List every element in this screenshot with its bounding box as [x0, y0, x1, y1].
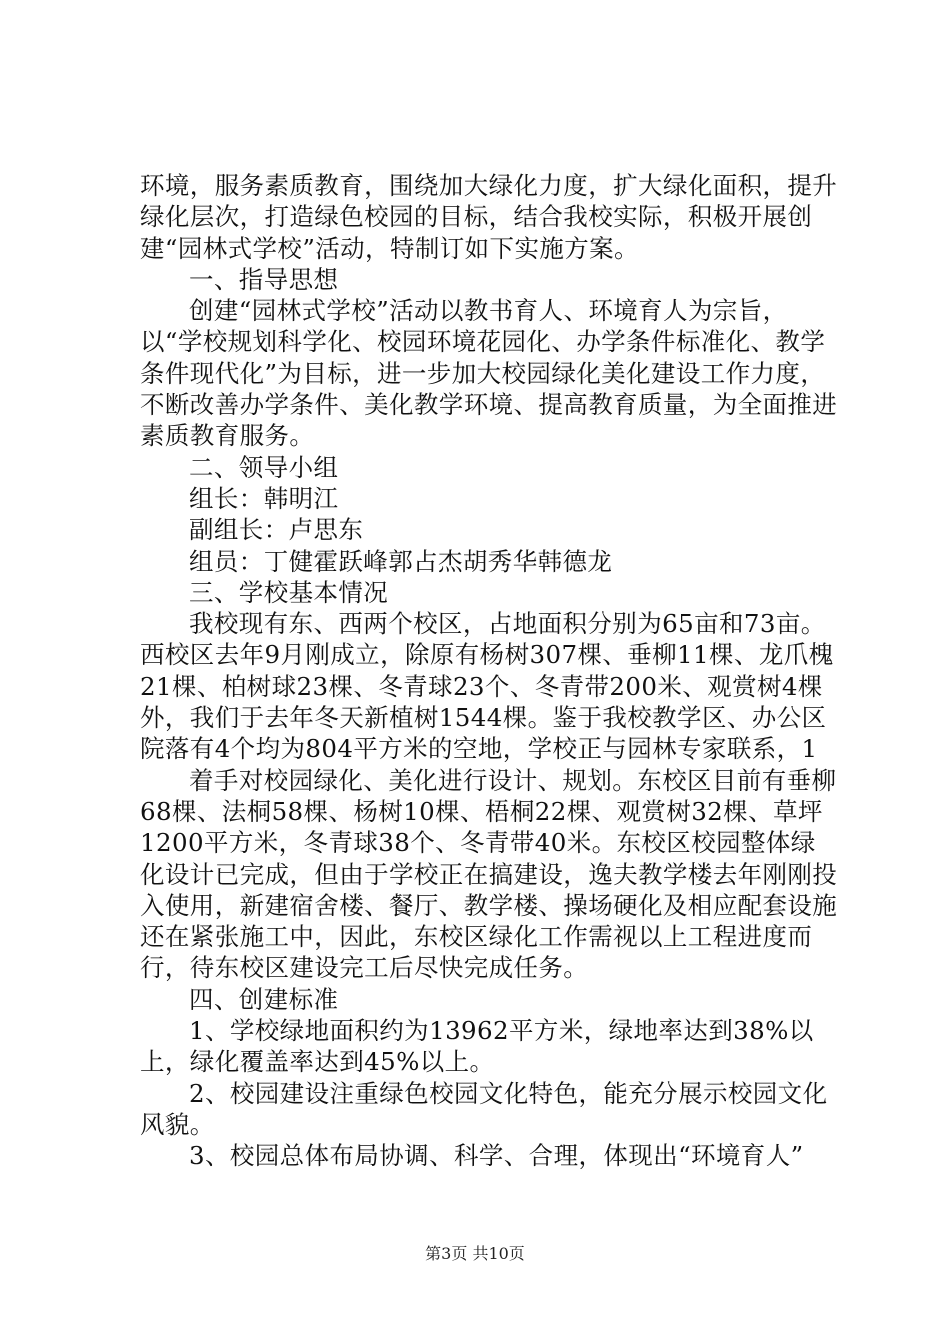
paragraph-guiding-thought: 创建“园林式学校”活动以教书育人、环境育人为宗旨，以“学校规划科学化、校园环境花园化、办学条件标准化、教学条件现代化”为目标，进一步加大校园绿化美化建设工作力度，不断改善办学条件、美化教学环境、提高教育质量，为全面推进素质教育服务。 [140, 296, 838, 451]
paragraph-east-campus: 着手对校园绿化、美化进行设计、规划。东校区目前有垂柳68棵、法桐58棵、杨树10棵、梧桐22棵、观赏树32棵、草坪1200平方米，冬青球38个、冬青带40米。东校区校园整体绿化设计已完成，但由于学校正在搞建设，逸夫教学楼去年刚刚投入使用，新建宿舍楼、餐厅、教学楼、操场硬化及相应配套设施还在紧张施工中，因此，东校区绿化工作需视以上工程进度而行，待东校区建设完工后尽快完成任务。 [140, 765, 838, 983]
heading-leadership-group: 二、领导小组 [189, 452, 339, 482]
document-body [140, 170, 840, 1172]
paragraph-deputy-leader: 副组长：卢思东 [189, 515, 364, 545]
paragraph-intro: 环境，服务素质教育，围绕加大绿化力度，扩大绿化面积，提升绿化层次，打造绿色校园的目标，结合我校实际，积极开展创建“园林式学校”活动，特制订如下实施方案。 [140, 171, 838, 263]
paragraph-group-leader: 组长：韩明江 [189, 483, 339, 513]
paragraph-standard-1: 1、学校绿地面积约为13962平方米，绿地率达到38%以上，绿化覆盖率达到45%以上。 [140, 1016, 814, 1077]
page-footer: 第3页 共10页 [425, 1244, 525, 1263]
paragraph-standard-3: 3、校园总体布局协调、科学、合理，体现出“环境育人” [189, 1141, 804, 1171]
heading-standards: 四、创建标准 [189, 984, 339, 1014]
heading-school-basics: 三、学校基本情况 [189, 577, 389, 607]
paragraph-group-members: 组员：丁健霍跃峰郭占杰胡秀华韩德龙 [189, 546, 613, 576]
heading-guiding-thought: 一、指导思想 [189, 264, 339, 294]
paragraph-standard-2: 2、校园建设注重绿色校园文化特色，能充分展示校园文化风貌。 [140, 1078, 828, 1139]
paragraph-school-basics: 我校现有东、西两个校区，占地面积分别为65亩和73亩。西校区去年9月刚成立，除原有杨树307棵、垂柳11棵、龙爪槐21棵、柏树球23棵、冬青球23个、冬青带200米、观赏树4棵外，我们于去年冬天新植树1544棵。鉴于我校教学区、办公区院落有4个均为804平方米的空地，学校正与园林专家联系，1 [140, 609, 834, 764]
